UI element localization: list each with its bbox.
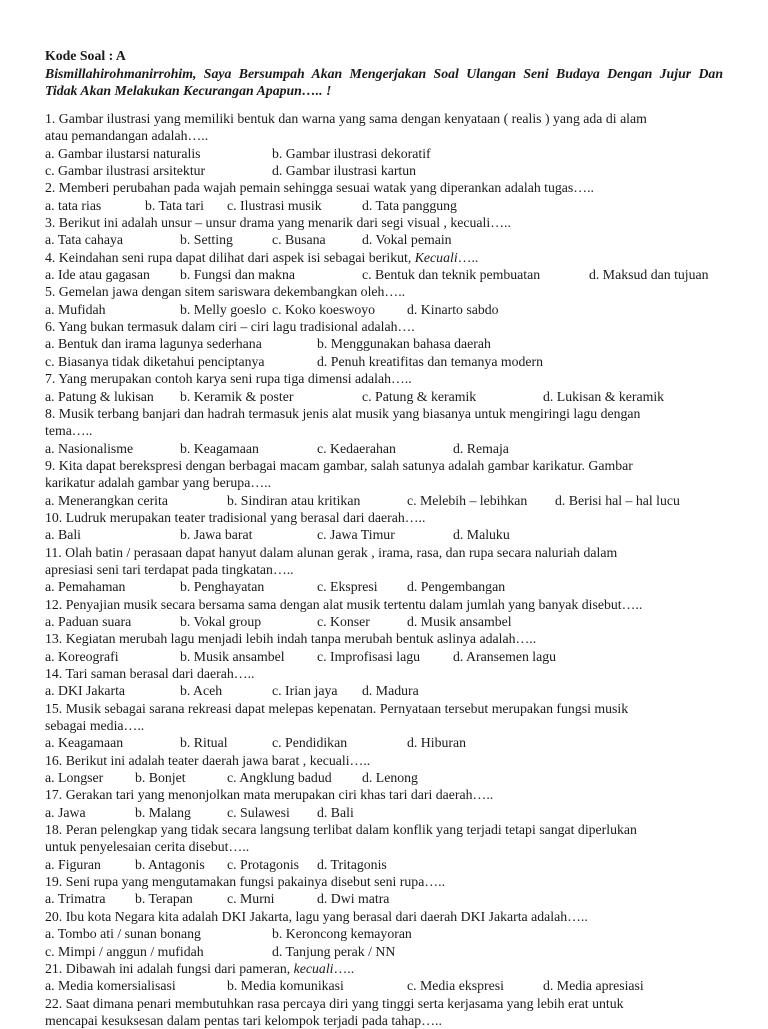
question-text <box>45 665 723 682</box>
answer-option: d. Lukisan & keramik <box>543 388 665 404</box>
answer-option: c. Jawa Timur <box>317 527 395 543</box>
answer-option: a. Pemahaman <box>45 579 126 595</box>
answer-option: d. Berisi hal – hal lucu <box>555 492 680 508</box>
question-line: 13. Kegiatan merubah lagu menjadi lebih indah tanpa merubah bentuk aslinya adalah….. <box>45 631 537 647</box>
question-15 <box>45 700 723 752</box>
option-row <box>45 856 723 873</box>
question-text <box>45 214 723 231</box>
question-text <box>45 110 723 145</box>
answer-option: d. Musik ansambel <box>407 613 512 629</box>
question-line: 3. Berikut ini adalah unsur – unsur drama yang menarik dari segi visual , kecuali….. <box>45 215 511 231</box>
question-text <box>45 873 723 890</box>
answer-option: b. Musik ansambel <box>180 648 285 664</box>
answer-option: b. Penghayatan <box>180 579 265 595</box>
oath-line-2: Tidak Akan Melakukan Kecurangan Apapun….. ! <box>45 83 332 98</box>
answer-option: c. Biasanya tidak diketahui penciptanya <box>45 353 265 369</box>
oath-line-1: Bismillahirohmanirrohim, Saya Bersumpah Akan Mengerjakan Soal Ulangan Seni Budaya Dengan Jujur Dan <box>45 66 723 81</box>
option-row <box>45 925 723 942</box>
question-1 <box>45 110 723 179</box>
question-10 <box>45 509 723 544</box>
question-line: 14. Tari saman berasal dari daerah….. <box>45 666 255 681</box>
question-2 <box>45 179 723 214</box>
question-line: 20. Ibu kota Negara kita adalah DKI Jakarta, lagu yang berasal dari daerah DKI Jakarta adalah….. <box>45 908 588 924</box>
question-list <box>45 110 723 1029</box>
answer-option: a. Figuran <box>45 856 101 872</box>
question-9 <box>45 457 723 509</box>
option-row <box>45 335 723 352</box>
answer-option: c. Improfisasi lagu <box>317 648 421 664</box>
question-11 <box>45 544 723 596</box>
option-row <box>45 682 723 699</box>
question-line: 10. Ludruk merupakan teater tradisional yang berasal dari daerah….. <box>45 509 426 525</box>
option-row <box>45 943 723 960</box>
option-row <box>45 613 723 630</box>
answer-option: a. Paduan suara <box>45 613 132 629</box>
answer-option: b. Melly goeslo <box>180 301 267 317</box>
answer-option: a. Media komersialisasi <box>45 978 176 994</box>
question-text <box>45 544 723 579</box>
answer-option: c. Pendidikan <box>272 735 348 751</box>
answer-option: a. Mufidah <box>45 301 106 317</box>
answer-option: c. Sulawesi <box>227 804 290 820</box>
answer-option: c. Irian jaya <box>272 683 338 699</box>
question-text <box>45 630 723 647</box>
answer-option: b. Setting <box>180 232 233 248</box>
answer-option: d. Bali <box>317 804 354 820</box>
answer-option: d. Tritagonis <box>317 856 387 872</box>
answer-option: d. Kinarto sabdo <box>407 301 499 317</box>
question-3 <box>45 214 723 249</box>
answer-option: a. Koreografi <box>45 648 119 664</box>
question-line: 8. Musik terbang banjari dan hadrah termasuk jenis alat musik yang biasanya untuk mengiringi lagu dengan <box>45 405 641 421</box>
answer-option: c. Protagonis <box>227 856 300 872</box>
question-line: apresiasi seni tari terdapat pada tingkatan….. <box>45 561 294 577</box>
question-text <box>45 700 723 735</box>
question-text <box>45 318 723 335</box>
question-line: 22. Saat dimana penari membutuhkan rasa percaya diri yang tinggi serta kerjasama yang lebih erat untuk <box>45 995 624 1011</box>
question-7 <box>45 370 723 405</box>
option-row <box>45 492 723 509</box>
question-text <box>45 457 723 492</box>
option-row <box>45 301 723 318</box>
option-row <box>45 145 723 162</box>
answer-option: b. Sindiran atau kritikan <box>227 492 361 508</box>
answer-option: a. Tombo ati / sunan bonang <box>45 926 201 942</box>
answer-option: b. Keramik & poster <box>180 388 294 404</box>
option-row <box>45 648 723 665</box>
option-row <box>45 769 723 786</box>
question-line: 19. Seni rupa yang mengutamakan fungsi pakainya disebut seni rupa….. <box>45 874 446 890</box>
answer-option: a. Nasionalisme <box>45 440 134 456</box>
answer-option: b. Terapan <box>135 891 193 907</box>
answer-option: d. Hiburan <box>407 735 467 751</box>
answer-option: d. Vokal pemain <box>362 232 452 248</box>
answer-option: d. Tanjung perak / NN <box>272 943 396 959</box>
answer-option: c. Murni <box>227 891 275 907</box>
question-line: 7. Yang merupakan contoh karya seni rupa tiga dimensi adalah….. <box>45 371 412 387</box>
answer-option: c. Mimpi / anggun / mufidah <box>45 943 204 959</box>
question-line: 6. Yang bukan termasuk dalam ciri – ciri lagu tradisional adalah…. <box>45 319 415 335</box>
answer-option: b. Antagonis <box>135 856 205 872</box>
answer-option: c. Media ekspresi <box>407 978 504 994</box>
answer-option: c. Konser <box>317 613 370 629</box>
answer-option: d. Madura <box>362 683 419 699</box>
question-5 <box>45 283 723 318</box>
option-row <box>45 197 723 214</box>
question-line: karikatur adalah gambar yang berupa….. <box>45 475 272 491</box>
answer-option: c. Busana <box>272 232 326 248</box>
answer-option: d. Aransemen lagu <box>453 648 557 664</box>
question-line: 5. Gemelan jawa dengan sitem sariswara dekembangkan oleh….. <box>45 284 406 300</box>
question-text <box>45 908 723 925</box>
question-line: untuk penyelesaian cerita disebut….. <box>45 839 250 855</box>
option-row <box>45 266 723 283</box>
question-14 <box>45 665 723 700</box>
answer-option: b. Menggunakan bahasa daerah <box>317 336 491 352</box>
question-text <box>45 596 723 613</box>
answer-option: c. Melebih – lebihkan <box>407 492 528 508</box>
answer-option: d. Gambar ilustrasi kartun <box>272 163 417 179</box>
answer-option: a. Tata cahaya <box>45 232 124 248</box>
question-4 <box>45 249 723 284</box>
answer-option: c. Ilustrasi musik <box>227 197 322 213</box>
answer-option: a. Bali <box>45 527 82 543</box>
question-line: tema….. <box>45 423 93 439</box>
question-line: 2. Memberi perubahan pada wajah pemain sehingga sesuai watak yang diperankan adalah tugas….. <box>45 180 594 196</box>
question-line: atau pemandangan adalah….. <box>45 128 209 144</box>
answer-option: b. Malang <box>135 804 191 820</box>
answer-option: c. Angklung badud <box>227 770 332 786</box>
answer-option: d. Maksud dan tujuan <box>589 267 709 283</box>
option-row <box>45 578 723 595</box>
option-row <box>45 890 723 907</box>
answer-option: a. Bentuk dan irama lagunya sederhana <box>45 336 262 352</box>
answer-option: d. Maluku <box>453 527 510 543</box>
question-text <box>45 283 723 300</box>
answer-option: c. Patung & keramik <box>362 388 477 404</box>
answer-option: d. Lenong <box>362 770 418 786</box>
answer-option: b. Ritual <box>180 735 228 751</box>
answer-option: c. Bentuk dan teknik pembuatan <box>362 267 541 283</box>
question-line: 21. Dibawah ini adalah fungsi dari pameran, <box>45 960 294 976</box>
option-row <box>45 977 723 994</box>
answer-option: b. Tata tari <box>145 197 204 213</box>
option-row <box>45 162 723 179</box>
option-row <box>45 353 723 370</box>
option-row <box>45 804 723 821</box>
answer-option: d. Remaja <box>453 440 509 456</box>
question-line: mencapai kesuksesan dalam pentas tari kelompok terjadi pada tahap….. <box>45 1012 442 1028</box>
question-text <box>45 821 723 856</box>
answer-option: d. Tata panggung <box>362 197 457 213</box>
exam-page <box>45 0 723 1028</box>
answer-option: c. Ekspresi <box>317 579 378 595</box>
option-row <box>45 440 723 457</box>
option-row <box>45 231 723 248</box>
question-12 <box>45 596 723 631</box>
answer-option: b. Keagamaan <box>180 440 259 456</box>
question-text <box>45 752 723 769</box>
answer-option: c. Gambar ilustrasi arsitektur <box>45 163 206 179</box>
question-6 <box>45 318 723 370</box>
option-row <box>45 526 723 543</box>
question-text <box>45 786 723 803</box>
answer-option: a. Trimatra <box>45 891 106 907</box>
answer-option: a. Ide atau gagasan <box>45 267 150 283</box>
question-20 <box>45 908 723 960</box>
exam-code: Kode Soal : A <box>45 48 126 63</box>
question-13 <box>45 630 723 665</box>
answer-option: a. Keagamaan <box>45 735 124 751</box>
question-text <box>45 179 723 196</box>
question-17 <box>45 786 723 821</box>
question-text <box>45 509 723 526</box>
option-row <box>45 388 723 405</box>
question-21 <box>45 960 723 995</box>
answer-option: a. Patung & lukisan <box>45 388 154 404</box>
answer-option: a. DKI Jakarta <box>45 683 126 699</box>
question-19 <box>45 873 723 908</box>
question-line: 17. Gerakan tari yang menonjolkan mata merupakan ciri khas tari dari daerah….. <box>45 787 494 803</box>
question-emphasis: Kecuali <box>414 249 458 265</box>
answer-option: a. Longser <box>45 770 104 786</box>
answer-option: b. Media komunikasi <box>227 978 344 994</box>
answer-option: d. Media apresiasi <box>543 978 644 994</box>
question-line: 16. Berikut ini adalah teater daerah jawa barat , kecuali….. <box>45 752 371 768</box>
question-text: 4. Keindahan seni rupa dapat dilihat dari aspek isi sebagai berikut, Kecuali….. <box>45 249 479 265</box>
answer-option: a. Gambar ilustarsi naturalis <box>45 145 201 161</box>
question-text: 21. Dibawah ini adalah fungsi dari pameran, kecuali….. <box>45 960 355 976</box>
question-16 <box>45 752 723 787</box>
answer-option: a. tata rias <box>45 197 102 213</box>
question-line: 4. Keindahan seni rupa dapat dilihat dari aspek isi sebagai berikut, <box>45 249 415 265</box>
question-8 <box>45 405 723 457</box>
option-row <box>45 734 723 751</box>
question-text <box>45 405 723 440</box>
question-line: 9. Kita dapat berekspresi dengan berbagai macam gambar, salah satunya adalah gambar karikatur. Gambar <box>45 457 633 473</box>
answer-option: d. Dwi matra <box>317 891 390 907</box>
answer-option: c. Kedaerahan <box>317 440 396 456</box>
answer-option: d. Penuh kreatifitas dan temanya modern <box>317 353 544 369</box>
answer-option: b. Keroncong kemayoran <box>272 926 412 942</box>
question-line: sebagai media….. <box>45 718 145 734</box>
question-18 <box>45 821 723 873</box>
question-line: 15. Musik sebagai sarana rekreasi dapat melepas kepenatan. Pernyataan tersebut merupakan fungsi musik <box>45 700 629 716</box>
answer-option: b. Vokal group <box>180 613 262 629</box>
question-emphasis: kecuali <box>293 960 334 976</box>
answer-option: b. Jawa barat <box>180 527 253 543</box>
question-line: 11. Olah batin / perasaan dapat hanyut dalam alunan gerak , irama, rasa, dan rupa secara naluriah dalam <box>45 544 618 560</box>
answer-option: a. Menerangkan cerita <box>45 492 168 508</box>
answer-option: a. Jawa <box>45 804 86 820</box>
answer-option: b. Gambar ilustrasi dekoratif <box>272 145 431 161</box>
answer-option: b. Fungsi dan makna <box>180 267 295 283</box>
question-line: 12. Penyajian musik secara bersama sama dengan alat musik tertentu dalam jumlah yang banyak disebut….. <box>45 596 643 612</box>
question-line: 18. Peran pelengkap yang tidak secara langsung terlibat dalam konflik yang terjadi tetapi sangat diperlukan <box>45 822 637 838</box>
answer-option: b. Aceh <box>180 683 223 699</box>
question-line: 1. Gambar ilustrasi yang memiliki bentuk dan warna yang sama dengan kenyataan ( realis ) yang ada di alam <box>45 111 647 126</box>
answer-option: c. Koko koeswoyo <box>272 301 376 317</box>
question-text <box>45 370 723 387</box>
answer-option: d. Pengembangan <box>407 579 506 595</box>
answer-option: b. Bonjet <box>135 770 186 786</box>
